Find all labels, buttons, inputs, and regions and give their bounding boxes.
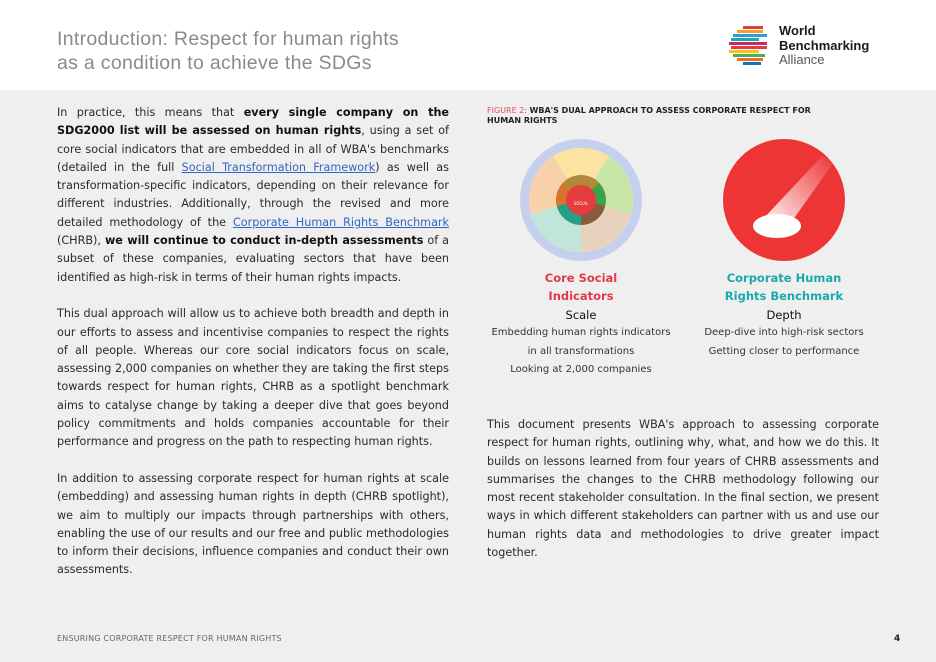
heading-line-1: Corporate Human — [726, 271, 842, 285]
description-line: Deep-dive into high-risk sectors — [704, 327, 864, 338]
page-number: 4 — [894, 634, 901, 644]
text: , using a set of core social indicators that are embedded in all of WBA's benchmarks (detailed in the full — [57, 124, 449, 174]
description-line: in all transformations — [527, 345, 635, 357]
title-line-1: Introduction: Respect for human rights — [57, 28, 399, 50]
text: In practice, this means that — [57, 106, 244, 119]
core-social-indicators-block — [481, 269, 681, 380]
description-line: Getting closer to performance — [708, 345, 860, 357]
heading-line-2: Rights Benchmark — [724, 289, 844, 303]
text: ) as well as transformation-specific indicators, depending on their relevance for different industries. Additionally, through the revised and more detailed methodology of the — [57, 160, 449, 229]
social-transformation-framework-link[interactable]: Social Transformation Framework — [181, 160, 376, 174]
figure-caption — [487, 106, 847, 125]
paragraph-3: In addition to assessing corporate respect for human rights at scale (embedding) and assessing human rights in depth (CHRB spotlight), we aim to multiply our impacts through partnerships with others, enabling the use of our results and our free and public methodologies to inform their decisions, influence companies and conduct their own assessments. — [57, 471, 449, 577]
page-header — [0, 0, 936, 90]
right-column — [487, 416, 879, 581]
page-title — [57, 27, 399, 75]
subheading: Depth — [766, 308, 802, 322]
description-line: Looking at 2,000 companies — [510, 364, 652, 375]
paragraph-2: This dual approach will allow us to achieve both breadth and depth in our efforts to assess and incentivise companies to respect the rights of all people. Whereas our core social indicators focus on scale, assessing 2,000 companies on whether they are taking the first steps towards respect for human rights, CHRB as a spotlight benchmark aims to catalyse change by taking a deeper dive that goes beyond policy commitments and holds companies accountable for their performance and progress on the path to respecting human rights. — [57, 307, 449, 449]
figure-label: FIGURE 2: — [487, 106, 527, 115]
bold-text: every single company on the SDG2000 list will be assessed on human rights — [57, 106, 449, 138]
text: of a subset of these companies, evaluating sectors that have been identified as high-risk in terms of their human rights impacts. — [57, 234, 449, 284]
text: (CHRB), — [57, 234, 105, 248]
left-column — [57, 104, 449, 598]
wba-logo — [729, 24, 889, 70]
chrb-block — [684, 269, 884, 361]
footer-text: ENSURING CORPORATE RESPECT FOR HUMAN RIGHTS — [57, 634, 282, 643]
chrb-link[interactable]: Corporate Human Rights Benchmark — [232, 215, 449, 229]
paragraph-4: This document presents WBA's approach to assessing corporate respect for human rights, outlining why, what, and how we do this. It builds on lessons learned from four years of CHRB assessments and summarises the changes to the CHRB methodology following our most recent stakeholder consultation. In the final section, we present ways in which different stakeholders can partner with us and use our human rights data and methodologies to drive greater impact together. — [487, 418, 879, 560]
title-line-2: as a condition to achieve the SDGs — [57, 52, 372, 74]
logo-line-3: Alliance — [779, 52, 825, 67]
heading-line-1: Core Social — [544, 271, 618, 285]
bold-text: we will continue to conduct in-depth assessments — [104, 234, 424, 248]
logo-line-1: World — [779, 23, 816, 38]
logo-line-2: Benchmarking — [779, 37, 870, 53]
heading-line-2: Indicators — [548, 289, 614, 303]
wheel-center-label: SOCIAL — [573, 201, 589, 206]
logo-text — [779, 24, 869, 68]
social-wheel-icon — [519, 138, 643, 262]
paragraph-1 — [57, 104, 449, 287]
figure-caption-text: WBA'S DUAL APPROACH TO ASSESS CORPORATE RESPECT FOR HUMAN RIGHTS — [487, 106, 811, 125]
logo-stripes-icon — [729, 24, 775, 70]
spotlight-icon — [722, 138, 846, 262]
subheading: Scale — [565, 308, 597, 322]
description-line: Embedding human rights indicators — [491, 327, 671, 338]
